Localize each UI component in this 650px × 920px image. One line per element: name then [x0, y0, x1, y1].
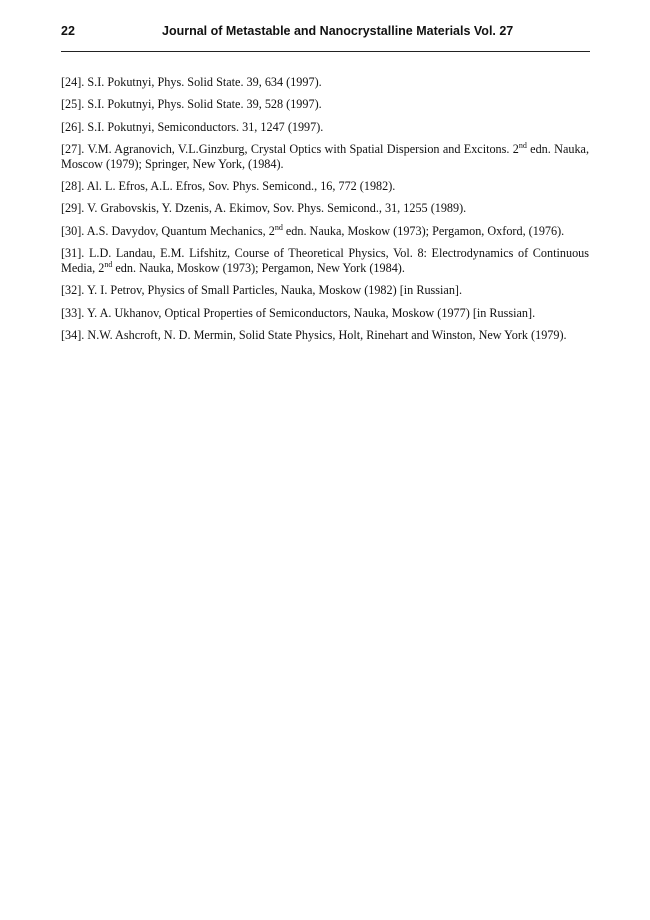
reference-24: [24]. S.I. Pokutnyi, Phys. Solid State. 39, 634 (1997).: [61, 75, 322, 89]
reference-31: [31]. L.D. Landau, E.M. Lifshitz, Course of Theoretical Physics, Vol. 8: Electrodynamics of Continuous Media, 2nd edn. Nauka, Moskow (1973); Pergamon, New York (1984).: [61, 246, 589, 276]
reference-28: [28]. Al. L. Efros, A.L. Efros, Sov. Phys. Semicond., 16, 772 (1982).: [61, 179, 396, 194]
reference-30: [30]. A.S. Davydov, Quantum Mechanics, 2nd edn. Nauka, Moskow (1973); Pergamon, Oxford, (1976).: [61, 222, 565, 238]
reference-33: [33]. Y. A. Ukhanov, Optical Properties of Semiconductors, Nauka, Moskow (1977) [in Russian].: [61, 305, 536, 320]
reference-25: [25]. S.I. Pokutnyi, Phys. Solid State. 39, 528 (1997).: [61, 97, 322, 112]
reference-list: [61, 75, 589, 350]
superscript: nd: [518, 140, 527, 150]
superscript: nd: [104, 260, 113, 270]
superscript: nd: [274, 222, 283, 232]
reference-34: [34]. N.W. Ashcroft, N. D. Mermin, Solid State Physics, Holt, Rinehart and Winston, New York (1979).: [61, 327, 567, 342]
running-header: [61, 24, 590, 44]
reference-32: [32]. Y. I. Petrov, Physics of Small Particles, Nauka, Moskow (1982) [in Russian].: [61, 283, 463, 298]
journal-title: Journal of Metastable and Nanocrystalline Materials Vol. 27: [162, 24, 514, 38]
header-rule: [61, 51, 590, 52]
reference-26: [26]. S.I. Pokutnyi, Semiconductors. 31, 1247 (1997).: [61, 119, 324, 134]
page-number: 22: [61, 24, 75, 38]
reference-29: [29]. V. Grabovskis, Y. Dzenis, A. Ekimov, Sov. Phys. Semicond., 31, 1255 (1989).: [61, 201, 467, 216]
reference-27: [27]. V.M. Agranovich, V.L.Ginzburg, Crystal Optics with Spatial Dispersion and Excitons. 2nd edn. Nauka, Moscow (1979); Springer, New York, (1984).: [61, 140, 589, 171]
